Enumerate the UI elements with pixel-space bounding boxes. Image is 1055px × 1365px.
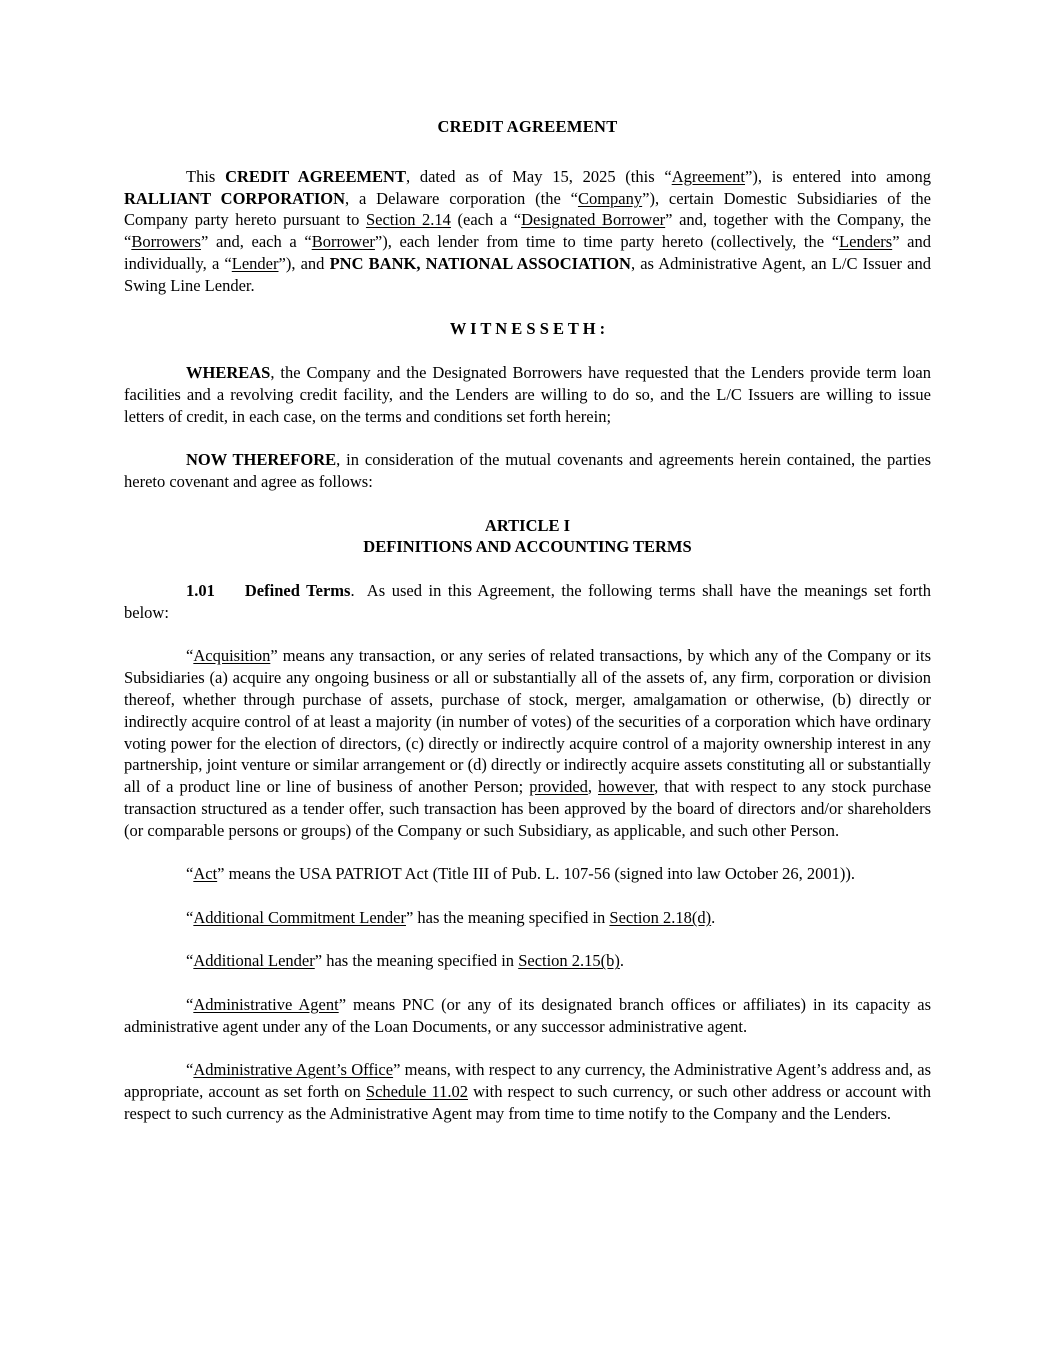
text-run: This [186,166,226,186]
text-run: ” means PNC (or any of its designated branch offices or affiliates) in its capacity as administrative agent under any of the Loan Documents, or any successor administrative agent. [124,995,931,1036]
text-run: Administrative Agent’s Office [193,1060,394,1080]
text-run: ” means the USA PATRIOT Act (Title III of Pub. L. 107-56 (signed into law October 26, 2001)). [217,864,855,884]
whereas-paragraph [124,362,931,427]
text-run: Company [577,188,643,208]
now-therefore-paragraph [124,449,931,493]
text-run: Section 2.15(b) [518,951,620,971]
text-run: ” and individually, a “ [124,232,931,273]
text-run: Lender [231,253,279,273]
text-run: (each a “ [450,210,522,230]
text-run: Acquisition [193,646,271,666]
text-run: Defined Terms [244,580,351,600]
definition-act [124,863,931,885]
text-run: . [619,951,625,971]
text-run: , a Delaware corporation (the “ [345,188,578,208]
text-run: Additional Commitment Lender [193,907,406,927]
text-run: Lenders [839,232,893,252]
text-run: DEFINITIONS AND ACCOUNTING TERMS [363,537,692,557]
text-run: ”), each lender from time to time party hereto (collectively, the “ [374,232,840,252]
text-run: provided [529,777,588,797]
text-run: ”), is entered into among [745,166,932,186]
text-run: CREDIT AGREEMENT [225,166,406,186]
text-run: ”), certain Domestic Subsidiaries of the Company party hereto pursuant to [124,188,931,230]
text-run: , in consideration of the mutual covenants and agreements herein contained, the parties hereto covenant and agree as follows: [124,450,931,491]
text-run: ”), and [278,253,330,273]
text-run: RALLIANT CORPORATION [124,188,346,208]
text-run: Additional Lender [193,951,315,971]
article-i-heading [124,515,931,537]
text-run: “ [186,864,194,884]
text-run: Borrowers [131,232,201,252]
text-run: Designated Borrower [521,210,666,230]
article-i-subheading [124,536,931,558]
text-run: however [598,777,655,797]
text-run: ” and, together with the Company, the “ [124,210,931,252]
text-run: ARTICLE I [484,515,571,535]
definition-additional-lender [124,950,931,972]
text-run: “ [186,1060,194,1080]
document-body [124,166,931,1125]
text-run: 1.01 [186,580,215,600]
definition-administrative-agents-office [124,1059,931,1124]
document-title: CREDIT AGREEMENT [437,117,618,136]
text-run: ” has the meaning specified in [405,907,610,927]
definition-additional-commitment-lender [124,907,931,929]
text-run: Section 2.14 [365,210,451,230]
text-run: Agreement [671,166,746,186]
text-run: W I T N E S S E T H : [449,319,606,339]
text-run: “ [186,907,194,927]
text-run: PNC BANK, NATIONAL ASSOCIATION [329,253,631,273]
text-run: ” has the meaning specified in [314,951,519,971]
text-run: NOW THEREFORE [186,450,337,470]
text-run: ” and, each a “ [200,232,312,252]
text-run: Administrative Agent [193,995,339,1015]
witnesseth-heading [124,318,931,340]
text-run: , [587,777,599,797]
text-run: “ [186,951,194,971]
text-run: WHEREAS [186,362,271,382]
text-run: Act [193,864,218,884]
definition-acquisition [124,645,931,841]
text-run: Schedule 11.02 [365,1082,468,1102]
definition-administrative-agent [124,994,931,1038]
text-run: “ [186,646,194,666]
text-run: , as Administrative Agent, an L/C Issuer and Swing Line Lender. [124,253,931,295]
section-1-01-paragraph [124,580,931,624]
text-run: . [711,907,716,927]
text-run: , dated as of May 15, 2025 (this “ [405,166,672,186]
text-run: ” means, with respect to any currency, the Administrative Agent’s address and, as appropriate, account as set forth on [124,1060,931,1102]
opening-paragraph [124,166,931,297]
text-run: . As used in this Agreement, the following terms shall have the meanings set forth below: [124,580,932,622]
text-run: ” means any transaction, or any series of related transactions, by which any of the Company or its Subsidiaries (a) acquire any ongoing business or all or substantially all of the assets of, any firm, corporation or division thereof, whether through purchase of assets, purchase of stock, merger, amalgamation or otherwise, (b) directly or indirectly acquire control of at least a majority (in number of votes) of the securities of a corporation which have ordinary voting power for the election of directors, (c) directly or indirectly acquire control of a majority ownership interest in any partnership, joint venture or similar arrangement or (d) directly or indirectly acquire assets constituting all or substantially all of a product line or line of business of another Person; [124,646,931,797]
text-run: , the Company and the Designated Borrowers have requested that the Lenders provide term loan facilities and a revolving credit facility, and the Lenders are willing to do so, and the L/C Issuers are willing to issue letters of credit, in each case, on the terms and conditions set forth herein; [124,362,931,426]
text-run: with respect to such currency, or such other address or account with respect to such currency as the Administrative Agent may from time to time notify to the Company and the Lenders. [124,1082,931,1124]
text-run: “ [186,995,194,1015]
text-run: Section 2.18(d) [609,907,712,927]
text-run: , that with respect to any stock purchase transaction structured as a tender offer, such transaction has been approved by the board of directors and/or shareholders (or comparable persons or groups) of the Company or such Subsidiary, as applicable, and such other Person. [124,777,932,840]
text-run: Borrower [311,232,375,252]
